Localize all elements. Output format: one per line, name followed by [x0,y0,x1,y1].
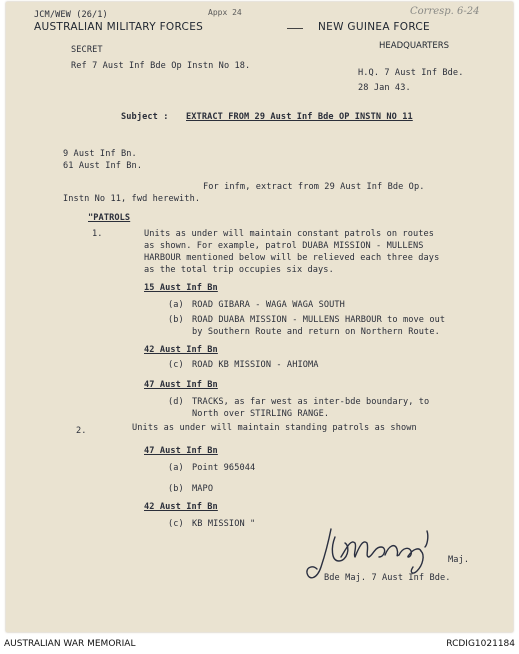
item-text: Point 965044 [192,463,256,473]
subject-text: EXTRACT FROM 29 Aust Inf Bde OP INSTN NO 11 [186,112,413,122]
item-text: KB MISSION " [192,519,256,529]
item-text: by Southern Route and return on Northern Route. [192,327,440,337]
reference-line: Ref 7 Aust Inf Bde Op Instn No 18. [71,61,251,71]
signatory-appointment: Bde Maj. 7 Aust Inf Bde. [324,573,451,583]
item-text: MAPO [192,484,214,494]
para-line: as shown. For example, patrol DUABA MISSION - MULLENS [144,241,424,251]
intro-line-2: Instn No 11, fwd herewith. [63,194,201,204]
item-text: ROAD GIBARA - WAGA WAGA SOUTH [192,300,345,310]
intro-line-1: For infm, extract from 29 Aust Inf Bde Op. [203,182,425,192]
unit-heading: 15 Aust Inf Bn [144,283,218,293]
document-page [6,2,513,632]
classification: SECRET [71,45,103,55]
origin: H.Q. 7 Aust Inf Bde. [358,68,464,78]
item-label: (a) [168,300,184,310]
addressee-1: 9 Aust Inf Bn. [63,149,137,159]
item-text: North over STIRLING RANGE. [192,409,330,419]
para-number: 2. [76,426,87,436]
letterhead-sub: HEADQUARTERS [379,41,450,51]
letterhead-right: NEW GUINEA FORCE [318,21,430,33]
addressee-2: 61 Aust Inf Bn. [63,161,143,171]
item-label: (a) [168,463,184,473]
item-label: (d) [168,397,184,407]
unit-heading: 47 Aust Inf Bn [144,446,218,456]
file-reference: JCM/WEW (26/1) [34,10,108,20]
letterhead-left: AUSTRALIAN MILITARY FORCES [34,21,204,33]
pencil-annotation: Corresp. 6-24 [410,6,480,17]
para-number: 1. [92,229,103,239]
item-label: (b) [168,484,184,494]
para-line: as the total trip occupies six days. [144,265,334,275]
unit-heading: 42 Aust Inf Bn [144,345,218,355]
para-line: Units as under will maintain standing patrols as shown [132,423,417,433]
item-label: (b) [168,315,184,325]
letterhead-dash [287,28,303,29]
appendix-stamp: Appx 24 [208,8,242,17]
footer-right: RCDIG1021184 [446,639,515,649]
footer-left: AUSTRALIAN WAR MEMORIAL [4,639,136,649]
unit-heading: 47 Aust Inf Bn [144,380,218,390]
unit-heading: 42 Aust Inf Bn [144,502,218,512]
item-text: ROAD KB MISSION - AHIOMA [192,360,319,370]
date: 28 Jan 43. [358,83,411,93]
para-line: Units as under will maintain constant patrols on routes [144,229,435,239]
para-line: HARBOUR mentioned below will be relieved each three days [144,253,440,263]
subject-label: Subject : [121,112,169,122]
item-label: (c) [168,519,184,529]
section-heading: "PATROLS [88,213,131,223]
item-label: (c) [168,360,184,370]
item-text: TRACKS, as far west as inter-bde boundary, to [192,397,430,407]
item-text: ROAD DUABA MISSION - MULLENS HARBOUR to move out [192,315,446,325]
signatory-rank: Maj. [448,555,470,565]
